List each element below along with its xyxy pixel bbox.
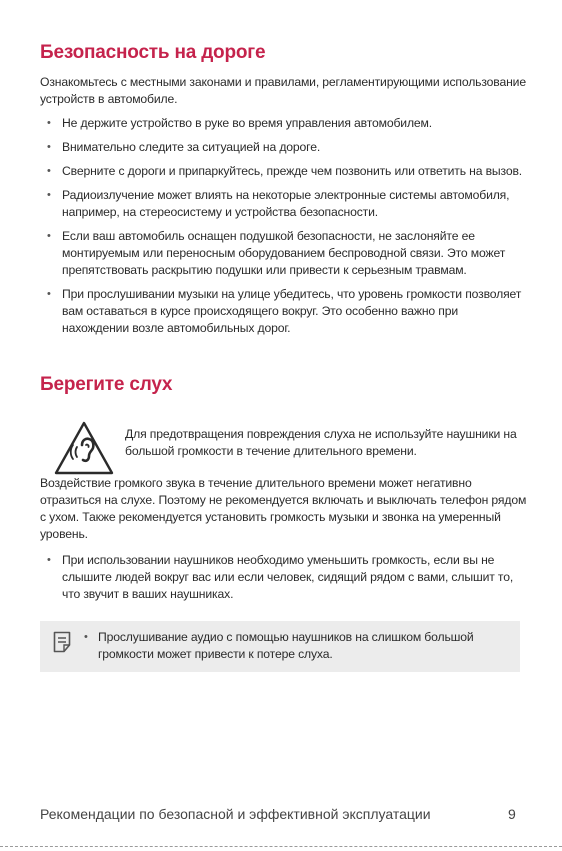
note-icon — [53, 631, 71, 653]
hearing-list — [40, 552, 528, 610]
hearing-paragraph: Воздействие громкого звука в течение длительного времени может негативно отразиться на слухе. Поэтому не рекомендуется включать и выключать телефон рядом с ухом. Также рекомендуется установить громкость музыки и звонка на умеренный уровень. — [40, 476, 527, 541]
road-safety-list — [40, 115, 528, 344]
note-box — [40, 621, 520, 672]
list-item: • Внимательно следите за ситуацией на дороге. — [40, 139, 528, 156]
page-number: 9 — [508, 806, 516, 822]
note-text: Прослушивание аудио с помощью наушников на слишком большой громкости может привести к потере слуха. — [98, 630, 474, 661]
list-item: • Сверните с дороги и припаркуйтесь, прежде чем позвонить или ответить на вызов. — [40, 163, 528, 180]
hearing-heading: Берегите слух — [40, 374, 173, 395]
list-item: • При использовании наушников необходимо уменьшить громкость, если вы не слышите людей вокруг вас или если человек, сидящий рядом с вами, слышит то, что звучит в ваших наушниках. — [40, 552, 528, 603]
list-item: • Радиоизлучение может влиять на некоторые электронные системы автомобиля, например, на стереосистему и устройства безопасности. — [40, 187, 528, 221]
note-bullet: • — [84, 631, 88, 643]
hearing-warning-triangle-icon — [53, 420, 115, 476]
list-item: • Не держите устройство в руке во время управления автомобилем. — [40, 115, 528, 132]
footer-divider — [0, 846, 562, 847]
list-item: • При прослушивании музыки на улице убедитесь, что уровень громкости позволяет вам оставаться в курсе происходящего вокруг. Это особенно важно при нахождении возле автомобильных дорог. — [40, 286, 528, 337]
hearing-warning-text: Для предотвращения повреждения слуха не используйте наушники на большой громкости в течение длительного времени. — [125, 427, 517, 458]
road-safety-heading: Безопасность на дороге — [40, 42, 266, 63]
road-safety-intro: Ознакомьтесь с местными законами и правилами, регламентирующими использование устройств в автомобиле. — [40, 75, 526, 106]
list-item: • Если ваш автомобиль оснащен подушкой безопасности, не заслоняйте ее монтируемым или переносным оборудованием беспроводной связи. Это может препятствовать раскрытию подушки или привести к серьезным травмам. — [40, 228, 528, 279]
footer-title: Рекомендации по безопасной и эффективной эксплуатации — [40, 806, 431, 822]
